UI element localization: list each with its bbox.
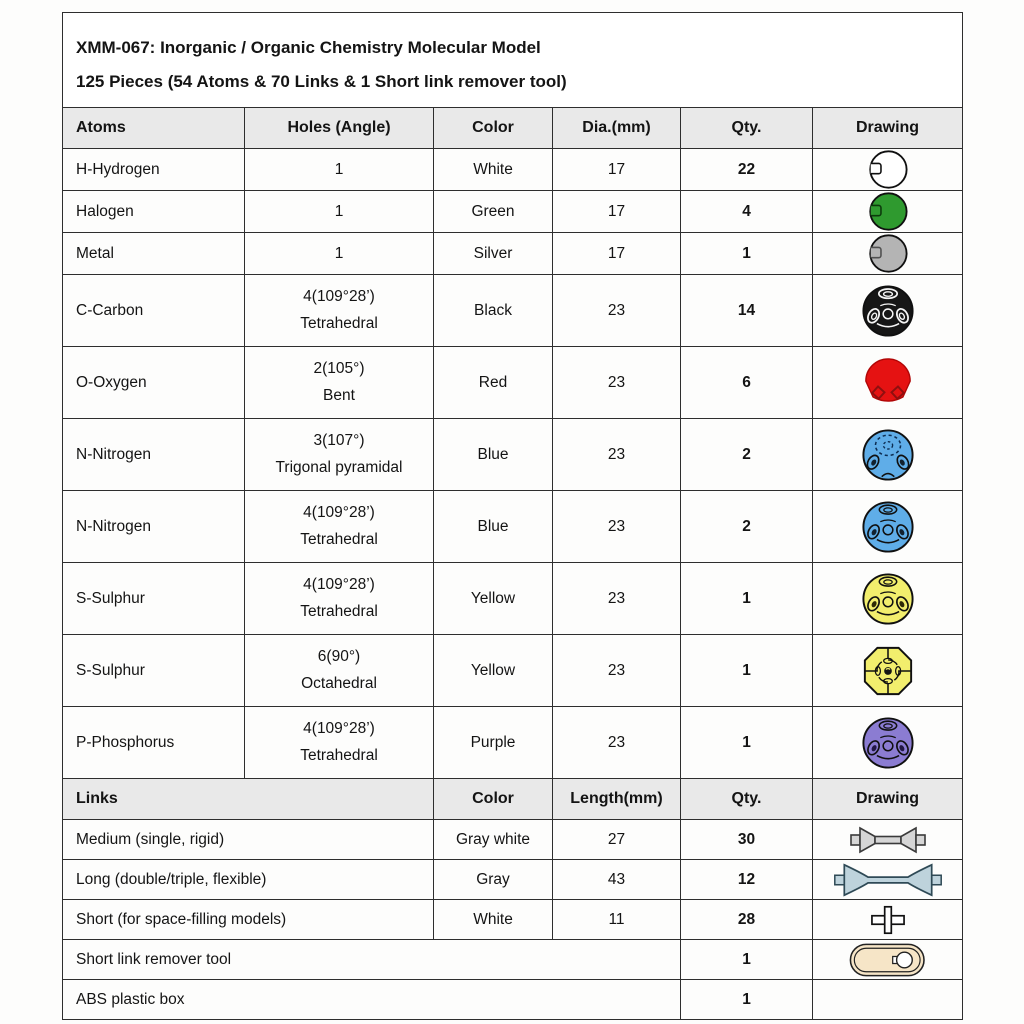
length-cell: 43 — [553, 860, 681, 900]
holes-cell: 3(107°) Trigonal pyramidal — [245, 419, 434, 491]
qty-cell: 6 — [681, 347, 813, 419]
col-header-links: Links — [63, 779, 434, 820]
dia-cell: 17 — [553, 191, 681, 233]
dia-cell: 23 — [553, 275, 681, 347]
drawing-cell — [813, 347, 963, 419]
dia-cell: 23 — [553, 491, 681, 563]
dia-cell: 23 — [553, 419, 681, 491]
color-cell: White — [434, 900, 553, 940]
dia-cell: 17 — [553, 233, 681, 275]
qty-cell: 1 — [681, 980, 813, 1020]
table-row — [63, 635, 963, 707]
metal-ball-icon — [866, 233, 909, 274]
drawing-cell — [813, 900, 963, 940]
dia-cell: 23 — [553, 563, 681, 635]
atom-name: N-Nitrogen — [63, 419, 245, 491]
dia-cell: 17 — [553, 149, 681, 191]
nitrogen-trigonal-ball-icon — [861, 428, 915, 482]
drawing-cell — [813, 275, 963, 347]
table-row — [63, 275, 963, 347]
table-row — [63, 980, 963, 1020]
color-cell: Red — [434, 347, 553, 419]
color-cell: Yellow — [434, 563, 553, 635]
col-header-drawing: Drawing — [813, 108, 963, 149]
drawing-cell — [813, 940, 963, 980]
holes-cell: 4(109°28’) Tetrahedral — [245, 275, 434, 347]
atom-name: N-Nitrogen — [63, 491, 245, 563]
col-header-length: Length(mm) — [553, 779, 681, 820]
medium-link-icon — [849, 823, 927, 857]
table-row — [63, 233, 963, 275]
length-cell: 27 — [553, 820, 681, 860]
table-row — [63, 820, 963, 860]
holes-cell: 1 — [245, 233, 434, 275]
product-spec-sheet — [62, 12, 962, 1020]
holes-cell: 2(105°) Bent — [245, 347, 434, 419]
dia-cell: 23 — [553, 347, 681, 419]
table-row — [63, 900, 963, 940]
qty-cell: 2 — [681, 419, 813, 491]
col-header-holes: Holes (Angle) — [245, 108, 434, 149]
oxygen-ball-icon — [861, 356, 915, 410]
link-name: Short (for space-filling models) — [63, 900, 434, 940]
col-header-color: Color — [434, 108, 553, 149]
color-cell: Gray — [434, 860, 553, 900]
color-cell: Black — [434, 275, 553, 347]
sulphur-tetrahedral-ball-icon — [861, 572, 915, 626]
holes-cell: 4(109°28’) Tetrahedral — [245, 491, 434, 563]
table-row — [63, 860, 963, 900]
col-header-link-qty: Qty. — [681, 779, 813, 820]
atom-name: Halogen — [63, 191, 245, 233]
drawing-cell — [813, 191, 963, 233]
holes-cell: 4(109°28’) Tetrahedral — [245, 563, 434, 635]
color-cell: Blue — [434, 419, 553, 491]
color-cell: Purple — [434, 707, 553, 779]
atom-name: C-Carbon — [63, 275, 245, 347]
qty-cell: 1 — [681, 635, 813, 707]
length-cell: 11 — [553, 900, 681, 940]
color-cell: Green — [434, 191, 553, 233]
atom-name: H-Hydrogen — [63, 149, 245, 191]
col-header-atoms: Atoms — [63, 108, 245, 149]
long-link-icon — [831, 861, 945, 899]
atom-name: S-Sulphur — [63, 635, 245, 707]
table-row — [63, 149, 963, 191]
holes-cell: 1 — [245, 191, 434, 233]
spec-table — [62, 12, 963, 1020]
col-header-link-color: Color — [434, 779, 553, 820]
page-subtitle: 125 Pieces (54 Atoms & 70 Links & 1 Short link remover tool) — [76, 71, 567, 91]
links-header-row — [63, 779, 963, 820]
table-row — [63, 707, 963, 779]
qty-cell: 14 — [681, 275, 813, 347]
title-row — [63, 13, 963, 108]
qty-cell: 28 — [681, 900, 813, 940]
table-row — [63, 419, 963, 491]
carbon-ball-icon — [861, 284, 915, 338]
extra-name: Short link remover tool — [63, 940, 681, 980]
qty-cell: 22 — [681, 149, 813, 191]
page-title: XMM-067: Inorganic / Organic Chemistry Molecular Model — [76, 37, 541, 57]
drawing-cell — [813, 419, 963, 491]
table-row — [63, 940, 963, 980]
link-name: Medium (single, rigid) — [63, 820, 434, 860]
drawing-cell — [813, 635, 963, 707]
table-row — [63, 491, 963, 563]
qty-cell: 1 — [681, 707, 813, 779]
nitrogen-tetrahedral-ball-icon — [861, 500, 915, 554]
link-name: Long (double/triple, flexible) — [63, 860, 434, 900]
table-row — [63, 191, 963, 233]
phosphorus-ball-icon — [861, 716, 915, 770]
halogen-ball-icon — [866, 191, 909, 232]
col-header-dia: Dia.(mm) — [553, 108, 681, 149]
drawing-cell — [813, 707, 963, 779]
drawing-cell — [813, 233, 963, 275]
qty-cell: 4 — [681, 191, 813, 233]
qty-cell: 12 — [681, 860, 813, 900]
atom-name: S-Sulphur — [63, 563, 245, 635]
hydrogen-ball-icon — [866, 149, 909, 190]
table-row — [63, 347, 963, 419]
extra-name: ABS plastic box — [63, 980, 681, 1020]
qty-cell: 2 — [681, 491, 813, 563]
color-cell: Silver — [434, 233, 553, 275]
drawing-cell — [813, 563, 963, 635]
color-cell: Gray white — [434, 820, 553, 860]
col-header-link-drawing: Drawing — [813, 779, 963, 820]
dia-cell: 23 — [553, 707, 681, 779]
color-cell: Blue — [434, 491, 553, 563]
short-link-icon — [867, 903, 909, 937]
drawing-cell — [813, 820, 963, 860]
drawing-cell-empty — [813, 980, 963, 1020]
qty-cell: 1 — [681, 940, 813, 980]
color-cell: White — [434, 149, 553, 191]
sulphur-octahedral-ball-icon — [861, 644, 915, 698]
drawing-cell — [813, 860, 963, 900]
dia-cell: 23 — [553, 635, 681, 707]
remover-tool-icon — [838, 942, 938, 978]
drawing-cell — [813, 491, 963, 563]
qty-cell: 1 — [681, 563, 813, 635]
atoms-header-row — [63, 108, 963, 149]
color-cell: Yellow — [434, 635, 553, 707]
atom-name: P-Phosphorus — [63, 707, 245, 779]
col-header-qty: Qty. — [681, 108, 813, 149]
qty-cell: 1 — [681, 233, 813, 275]
drawing-cell — [813, 149, 963, 191]
holes-cell: 4(109°28’) Tetrahedral — [245, 707, 434, 779]
qty-cell: 30 — [681, 820, 813, 860]
holes-cell: 1 — [245, 149, 434, 191]
table-row — [63, 563, 963, 635]
atom-name: Metal — [63, 233, 245, 275]
holes-cell: 6(90°) Octahedral — [245, 635, 434, 707]
atom-name: O-Oxygen — [63, 347, 245, 419]
